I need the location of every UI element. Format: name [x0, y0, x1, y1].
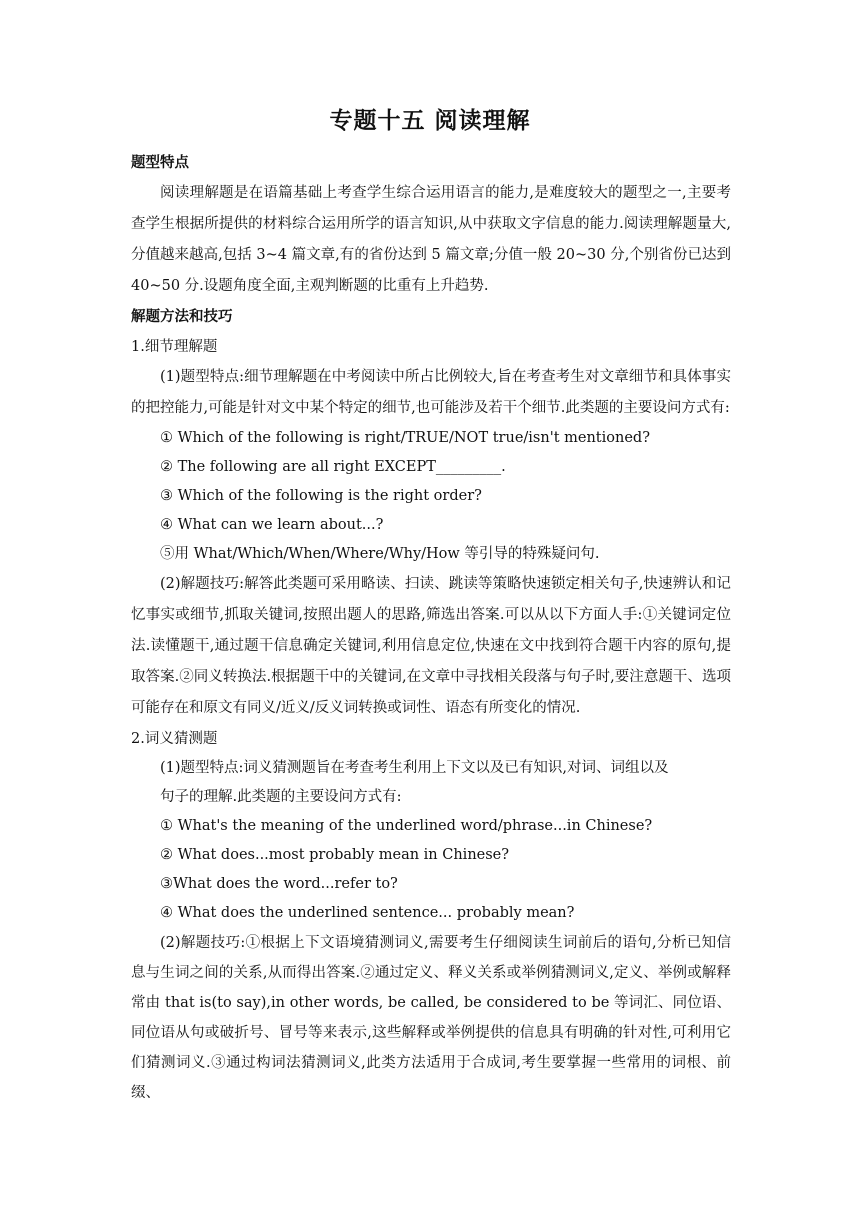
question-item: ④ What does the underlined sentence... probably mean?: [160, 905, 575, 921]
section-heading-methods: 解题方法和技巧: [131, 308, 233, 325]
document-body: [131, 148, 731, 1108]
question-item: ② What does...most probably mean in Chinese?: [160, 847, 510, 863]
detail-paragraph-1: (1)题型特点:细节理解题在中考阅读中所占比例较大,旨在考查考生对文章细节和具体事实的把控能力,可能是针对文中某个特定的细节,也可能涉及若干个细节.此类题的主要设问方式有:: [131, 369, 731, 416]
question-item: ③ Which of the following is the right order?: [160, 488, 482, 504]
question-item: ② The following are all right EXCEPT_________.: [160, 459, 506, 475]
question-item: ① Which of the following is right/TRUE/NOT true/isn't mentioned?: [160, 430, 650, 446]
vocab-paragraph-1-line-2: 句子的理解.此类题的主要设问方式有:: [160, 789, 402, 805]
subsection-heading-detail: 1.细节理解题: [131, 339, 218, 355]
vocab-paragraph-2: (2)解题技巧:①根据上下文语境猜测词义,需要考生仔细阅读生词前后的语句,分析已知信息与生词之间的关系,从而得出答案.②通过定义、释义关系或举例猜测词义,定义、举例或解释常由 that is(to say),in other words, be called, be considered to be 等词汇、同位语、同位语从句或破折号、冒号等来表示,这些解释或举例提供的信息具有明确的针对性,可利用它们猜测词义.③通过构词法猜测词义,此类方法适用于合成词,考生要掌握一些常用的词根、前缀、: [131, 935, 731, 1101]
page-title: 专题十五 阅读理解: [329, 107, 531, 134]
subsection-heading-vocab: 2.词义猜测题: [131, 731, 218, 747]
question-item: ⑤用 What/Which/When/Where/Why/How 等引导的特殊疑问句.: [160, 546, 600, 562]
vocab-paragraph-1-line-1: (1)题型特点:词义猜测题旨在考查考生利用上下文以及已有知识,对词、词组以及: [160, 760, 669, 776]
question-item: ③What does the word...refer to?: [160, 876, 398, 892]
detail-paragraph-2: (2)解题技巧:解答此类题可采用略读、扫读、跳读等策略快速锁定相关句子,快速辨认和记忆事实或细节,抓取关键词,按照出题人的思路,筛选出答案.可以从以下方面人手:①关键词定位法.读懂题干,通过题干信息确定关键词,利用信息定位,快速在文中找到符合题干内容的原句,提取答案.②同义转换法.根据题干中的关键词,在文章中寻找相关段落与句子时,要注意题干、选项可能存在和原文有同义/近义/反义词转换或词性、语态有所变化的情况.: [131, 576, 731, 716]
question-item: ④ What can we learn about...?: [160, 517, 384, 533]
section-heading-features: 题型特点: [131, 154, 189, 171]
question-item: ① What's the meaning of the underlined word/phrase...in Chinese?: [160, 818, 653, 834]
features-paragraph: 阅读理解题是在语篇基础上考查学生综合运用语言的能力,是难度较大的题型之一,主要考查学生根据所提供的材料综合运用所学的语言知识,从中获取文字信息的能力.阅读理解题量大,分值越来越高,包括 3~4 篇文章,有的省份达到 5 篇文章;分值一般 20~30 分,个别省份已达到 40~50 分.设题角度全面,主观判断题的比重有上升趋势.: [131, 185, 731, 294]
